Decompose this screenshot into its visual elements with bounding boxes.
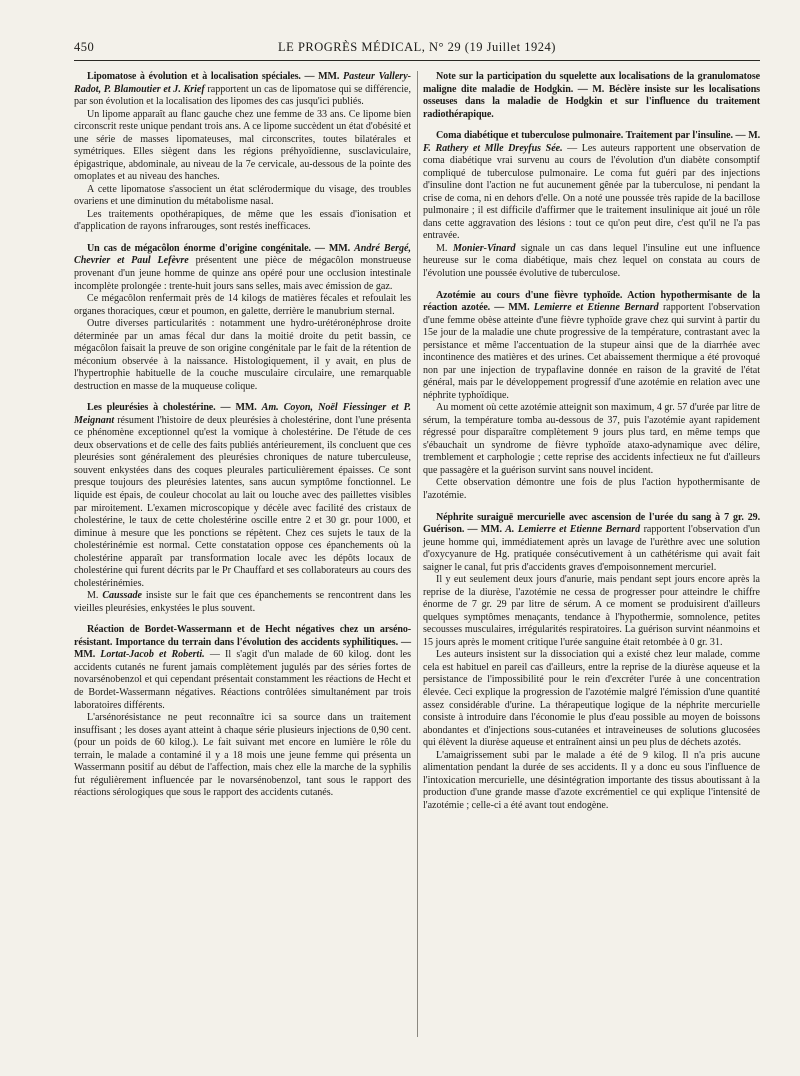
paragraph: L'arsénorésistance ne peut reconnaître ici sa source dans un traitement insuffisant ; les doses ayant atteint à chaque série plusieurs injections de 0,90 cent. (pour un poids de 60 kilog.). Le fait suivant met encore en lumière le rôle du terrain, le malade a contaminé il y a 18 mois une jeune femme qui présenta un Wassermann positif au début de l'affection, mais chez elle la marche de la syphilis fut régulièrement influencée par le novarsénobenzol, tant sous le rapport des réactions sérologiques que sous le rapport des accidents cutanés. (74, 712, 411, 799)
article-coma-diabetique: Coma diabétique et tuberculose pulmonaire. Traitement par l'insuline. — M. F. Rathery et Mlle Dreyfus Sée. — Les auteurs rapportent une observation de coma diabétique vrai survenu au cours de l'évolution d'un diabète consomptif compliqué de tuberculose pulmonaire. Le coma fut guéri par des injections d'insuline dont l'action ne fut aucunement gênée par la tuberculose, ni pendant la crise de coma, ni en dehors d'elle. On a noté une poussée très rapide de la bacillose pulmonaire ; il est difficile d'affirmer que le traitement insulinique ait joué un rôle dans cette aggravation des lésions : tout ce qu'on peut dire, c'est qu'il ne l'a pas entravée. (423, 130, 760, 242)
header-rule (74, 60, 760, 61)
article-lipomatose: Lipomatose à évolution et à localisation spéciales. — MM. Pasteur Vallery-Radot, P. Blamoutier et J. Krief rapportent un cas de lipomatose qui se différencie, par son évolution et la localisation des lipomes des cas jusqu'ici publiés. (74, 71, 412, 108)
page-number: 450 (74, 40, 95, 54)
article-pleuresies: Les pleurésies à cholestérine. — MM. Am. Coyon, Noël Fiessinger et P. Meignant résument l'histoire de deux pleurésies à cholestérine, dont l'une présenta ce phénomène exceptionnel qu'est la vomique à cholestérine. De l'étude de ces deux observations et de celle des faits publiés antérieurement, ils concluent que ces pleurésies sont généralement des pleurésies chroniques de nature tuberculeuse, souvent enkystées dans des coques pleurales particulièrement épaisses. Ce sont presque toujours des pleurésies latentes, sans aucun symptôme fonctionnel. Le liquide est épais, de couleur chocolat au lait ou louche avec des paillettes visibles par miroitement. L'examen microscopique y décèle avec facilité des cristaux de cholestérine, le taux de cette cholestérine oscille entre 2 et 30 gr. pour 1000, et diminue à mesure que les ponctions se répètent. Chez ces sujets le taux de la cholestérinémie est normal. Cette constatation oppose ces épanchements où la cholestérine apparaît par transformation locale avec les dépôts locaux de cholestérine qui furent décrits par le Pr Chauffard et ses collaborateurs au cours des cholestérinémies. (74, 402, 412, 589)
journal-title: LE PROGRÈS MÉDICAL, N° 29 (19 Juillet 1924) (278, 40, 556, 54)
article-hodgkin: Note sur la participation du squelette aux localisations de la granulomatose maligne dite maladie de Hodgkin. — M. Béclère insiste sur les localisations osseuses dans la maladie de Hodgkin et sur l'influence du traitement radiothérapique. (423, 71, 760, 120)
paragraph: Cette observation démontre une fois de plus l'action hypothermisante de l'azotémie. (423, 477, 760, 501)
article-bordet-wassermann: Réaction de Bordet-Wassermann et de Hecht négatives chez un arséno-résistant. Importance du terrain dans l'évolution des accidents syphilitiques. — MM. Lortat-Jacob et Roberti. — Il s'agit d'un malade de 60 kilog. dont les accidents cutanés ne furent jamais complètement jugulés par des séries fortes de novarsénobenzol et qui cependant présentait constamment les réactions de Hecht et de Bordet-Wassermann négatives. Réactions contrôlées simultanément par trois laboratoires différents. (74, 624, 411, 711)
running-head (74, 38, 760, 58)
paragraph: Il y eut seulement deux jours d'anurie, mais pendant sept jours encore après la reprise de la diurèse, l'azotémie ne cessa de progresser pour atteindre le chiffre énorme de 7 gr. 29 par litre de sérum. A ce moment se produisirent d'ailleurs quelques symptômes menaçants, tendance à l'hypothermie, somnolence, petites secousses musculaires, irrégularités respiratoires. La guérison survint néanmoins et 15 jours après le moment critique l'urée sanguine était retombée à 0 gr. 31. (423, 574, 760, 648)
paragraph: Outre diverses particularités : notamment une hydro-urétéronéphrose droite déterminée par un amas fécal dur dans la moitié droite du petit bassin, ce mégacôlon faisait la preuve de son origine congénitale par le fait de la rétention de méconium observée à la naissance. Histologiquement, il y avait, en plus de l'hypertrophie habituelle de la couche musculaire circulaire, une remarquable destruction en masse de la muqueuse colique. (74, 318, 411, 392)
paragraph: M. Monier-Vinard signale un cas dans lequel l'insuline eut une influence heureuse sur le coma diabétique, mais chez lequel on constata au cours de l'évolution une poussée évolutive de tuberculose. (423, 242, 760, 279)
article-azotemie: Azotémie au cours d'une fièvre typhoïde. Action hypothermisante de la réaction azotée. — MM. Lemierre et Etienne Bernard rapportent l'observation d'une femme obèse atteinte d'une fièvre typhoïde grave chez qui survint à partir du 15e jour de la maladie une chute progressive de la température, contrastant avec la persistance et même l'accentuation de la stupeur ainsi que de la diarrhée avec incontinence des matières et des urines. Cet abaissement thermique a été provoqué non par une injection de trypaflavine donnée en raison de la gravité de l'état général, mais par le développement progressif d'une azotémie en relation avec une néphrite typhoïdique. (423, 289, 760, 401)
paragraph: Au moment où cette azotémie atteignit son maximum, 4 gr. 57 d'urée par litre de sérum, la température tomba au-dessous de 37, puis l'azotémie ayant rapidement régressé pour disparaître complètement 9 jours plus tard, en même temps que s'ébauchait un syndrome de fièvre typhoïde ataxo-adynamique avec délire, tremblement et carphologie ; cette reprise des accidents infectieux ne fut d'ailleurs que passagère et la guérison survint sans nouvel incident. (423, 402, 760, 476)
paragraph: Ce mégacôlon renfermait près de 14 kilogs de matières fécales et refoulait les organes thoraciques, cœur et poumon, en galette, derrière le manubrium sternal. (74, 293, 411, 317)
two-column-body (74, 71, 760, 812)
paragraph: Les auteurs insistent sur la dissociation qui a existé chez leur malade, comme cela est habituel en pareil cas d'ailleurs, entre la reprise de la diurèse aqueuse et la persistance de l'impossibilité pour le rein d'excréter l'urée à une concentration élevée. Ceci explique la progression de l'azotémie malgré l'émission d'une quantité assez considérable d'urine. La thérapeutique logique de la néphrite mercurielle consiste à introduire dans l'économie le plus d'eau possible au moyen de boissons abondantes et d'injections sous-cutanées et intraveineuses de solutions glucosées qui élèvent la diurèse aqueuse et entraînent ainsi un peu plus de déchets azotés. (423, 649, 760, 749)
paragraph: Un lipome apparaît au flanc gauche chez une femme de 33 ans. Ce lipome bien circonscrit reste unique pendant trois ans. A ce lipome succèdent un état d'obésité et une série de masses lipomateuses, mal circonscrites, toutes bilatérales et symétriques. Elles siègent dans les régions préhyoïdienne, susclaviculaire, épigastrique, abdominale, au niveau de la 7e cervicale, au-dessous de la pointe des omoplates et au niveau des hanches. (74, 108, 411, 183)
left-column (74, 71, 411, 812)
paragraph: A cette lipomatose s'associent un état sclérodermique du visage, des troubles ovariens et une diminution du métabolisme nasal. (74, 183, 411, 208)
right-column (423, 71, 760, 812)
paragraph: M. Caussade insiste sur le fait que ces épanchements se rencontrent dans les vieilles pleurésies, enkystées le plus souvent. (74, 590, 411, 614)
column-divider (417, 71, 418, 1037)
article-megacolon: Un cas de mégacôlon énorme d'origine congénitale. — MM. André Bergé, Chevrier et Paul Lefèvre présentent une pièce de mégacôlon monstrueuse provenant d'un jeune homme de quinze ans opéré pour une occlusion intestinale incomplète prolongée : trente-huit jours sans selles, mais avec émission de gaz. (74, 242, 411, 292)
paragraph: Les traitements opothérapiques, de même que les essais d'ionisation et d'application de rayons infrarouges, sont restés inefficaces. (74, 208, 411, 233)
paragraph: L'amaigrissement subi par le malade a été de 9 kilog. Il n'a pris aucune alimentation pendant la durée de ses accidents. Il y a donc eu sous l'influence de l'intoxication mercurielle, une désintégration importante des tissus aboutissant à la production d'une grande masse d'azote excrémentiel ce qui explique l'intensité de l'azotémie ; celle-ci a été avant tout endogène. (423, 749, 760, 811)
article-nephrite: Néphrite suraiguë mercurielle avec ascension de l'urée du sang à 7 gr. 29. Guérison. — MM. A. Lemierre et Etienne Bernard rapportent l'observation d'un jeune homme qui, immédiatement après un lavage de l'urèthre avec une solution d'oxycyanure de Hg. pratiquée consécutivement à un cathétérisme qui avait fait saigner le canal, fut pris d'accidents graves d'empoisonnement mercuriel. (423, 511, 760, 573)
